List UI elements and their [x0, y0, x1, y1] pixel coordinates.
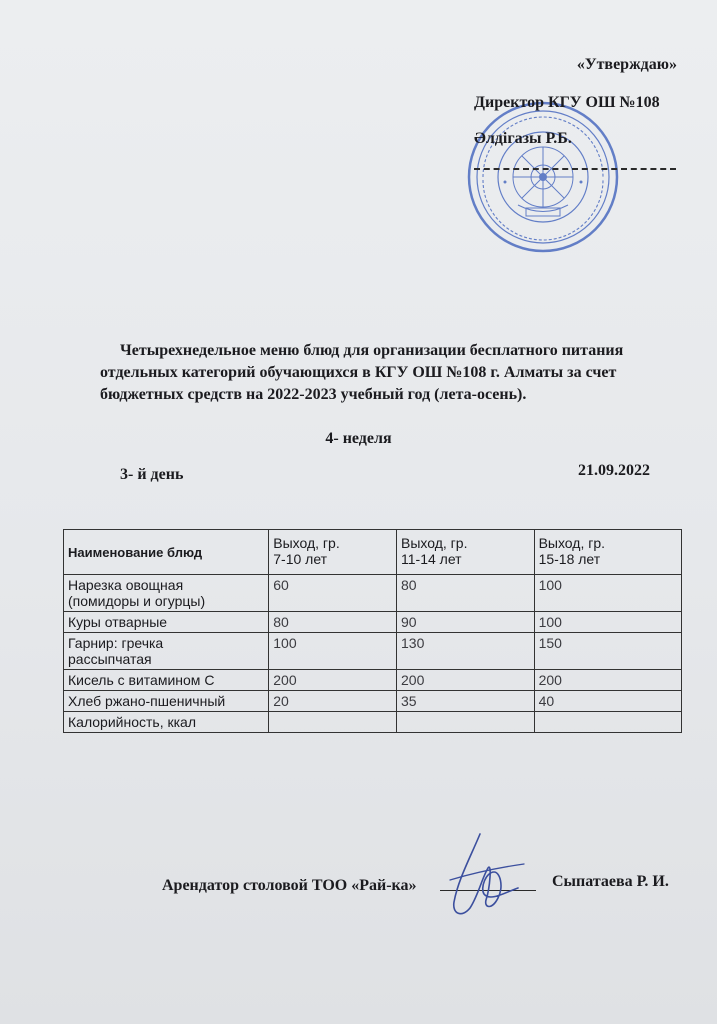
week-label: 4- неделя: [325, 430, 392, 447]
portion-11-14: 90: [397, 612, 535, 633]
header-age-7-10-line1: Выход, гр.: [273, 535, 340, 551]
tenant-name: Сыпатаева Р. И.: [552, 873, 669, 890]
dish-cell: [64, 670, 269, 691]
director-title: Директор КГУ ОШ №108: [474, 94, 660, 111]
portion-7-10: [269, 712, 397, 733]
portion-15-18: 150: [534, 633, 681, 670]
header-age-15-18-line1: Выход, гр.: [538, 535, 606, 551]
portion-15-18: [534, 712, 681, 733]
dish-name: Гарнир: гречка: [68, 635, 164, 651]
menu-table: [63, 529, 682, 733]
table-row: [64, 670, 682, 691]
portion-7-10: 100: [269, 633, 397, 670]
date-label: 21.09.2022: [578, 462, 650, 479]
approve-label: «Утверждаю»: [576, 56, 677, 73]
dish-name-continued: рассыпчатая: [68, 651, 152, 667]
portion-15-18: 200: [534, 670, 681, 691]
table-row: [64, 712, 682, 733]
director-signature-line: [474, 168, 676, 170]
dish-cell: [64, 612, 269, 633]
document-title: Четырехнедельное меню блюд для организации бесплатного питания отдельных категорий обучающихся в КГУ ОШ №108 г. Алматы за счет бюджетных средств на 2022-2023 учебный год (лета-осень).: [100, 342, 624, 403]
header-age-11-14-line2: 11-14 лет: [401, 551, 462, 567]
table-row: [64, 633, 682, 670]
header-age-7-10-line2: 7-10 лет: [273, 551, 328, 567]
portion-7-10: 200: [269, 670, 397, 691]
approval-block: [417, 56, 677, 74]
portion-15-18: 40: [534, 691, 681, 712]
table-row: [64, 575, 682, 612]
round-seal-icon: [466, 100, 620, 254]
portion-11-14: [397, 712, 535, 733]
dish-name-continued: (помидоры и огурцы): [68, 593, 206, 609]
header-age-7-10: [269, 530, 397, 575]
portion-7-10: 60: [269, 575, 397, 612]
director-name: Әлдігазы Р.Б.: [474, 130, 572, 147]
handwritten-signature-icon: [440, 828, 530, 924]
dish-cell: [64, 633, 269, 670]
header-age-15-18-line2: 15-18 лет: [538, 551, 601, 567]
dish-cell: [64, 691, 269, 712]
portion-11-14: 200: [397, 670, 535, 691]
day-label: 3- й день: [120, 466, 184, 483]
portion-11-14: 80: [397, 575, 535, 612]
table-row: [64, 691, 682, 712]
header-dish: Наименование блюд: [64, 530, 269, 575]
header-age-11-14-line1: Выход, гр.: [401, 535, 468, 551]
portion-11-14: 130: [397, 633, 535, 670]
portion-15-18: 100: [534, 612, 681, 633]
dish-cell: [64, 575, 269, 612]
table-row: [64, 612, 682, 633]
table-header-row: [64, 530, 682, 575]
portion-7-10: 80: [269, 612, 397, 633]
tenant-label: Арендатор столовой ТОО «Рай-ка»: [162, 877, 417, 894]
dish-name: Калорийность, ккал: [68, 714, 196, 730]
portion-7-10: 20: [269, 691, 397, 712]
header-age-11-14: [397, 530, 535, 575]
dish-name: Хлеб ржано-пшеничный: [68, 693, 226, 709]
dish-name: Кисель с витамином С: [68, 672, 215, 688]
portion-15-18: 100: [534, 575, 681, 612]
dish-name: Нарезка овощная: [68, 577, 184, 593]
dish-name: Куры отварные: [68, 614, 168, 630]
portion-11-14: 35: [397, 691, 535, 712]
header-age-15-18: [534, 530, 681, 575]
dish-cell: [64, 712, 269, 733]
